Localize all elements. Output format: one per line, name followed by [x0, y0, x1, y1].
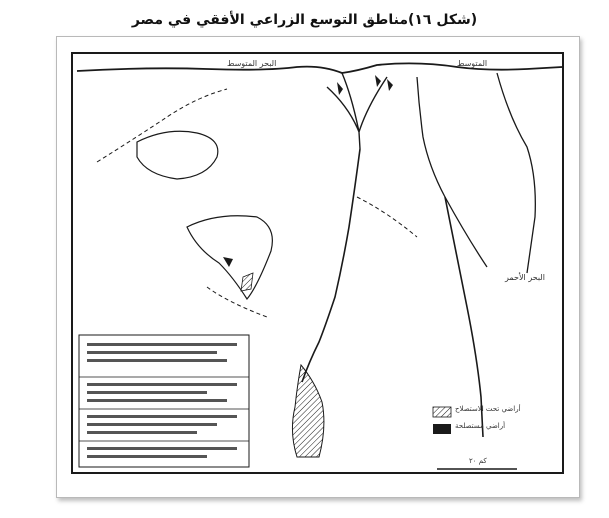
sea-label-east: المتوسط — [457, 59, 488, 68]
red-sea-coast — [445, 197, 483, 437]
nile-river — [302, 149, 360, 382]
oasis-reclaimed-patch — [223, 257, 233, 267]
north-coastline — [77, 63, 562, 73]
lake-nasser-area — [292, 365, 323, 457]
sea-label: البحر المتوسط — [227, 59, 277, 68]
scale-label: كم ٢٠ — [469, 457, 487, 465]
map-frame — [56, 36, 580, 498]
figure-caption: (شكل ١٦)مناطق التوسع الزراعي الأفقي في مصر — [131, 12, 478, 28]
western-oases-region — [187, 216, 272, 299]
delta-reclaimed-patches — [337, 75, 393, 95]
legend-under-reclamation-label: أراضي تحت الاستصلاح — [455, 405, 521, 413]
oasis-hatched-patch — [241, 273, 253, 291]
qattara-depression — [137, 131, 218, 179]
gulf-of-suez-coast — [417, 77, 487, 267]
legend-swatch-under-reclamation — [433, 407, 451, 417]
sinai-east-coast — [497, 73, 535, 273]
legend-swatch-reclaimed — [433, 424, 451, 434]
red-sea-label: البحر الأحمر — [505, 273, 545, 282]
legend-reclaimed-label: أراضي مستصلحة — [455, 422, 506, 430]
